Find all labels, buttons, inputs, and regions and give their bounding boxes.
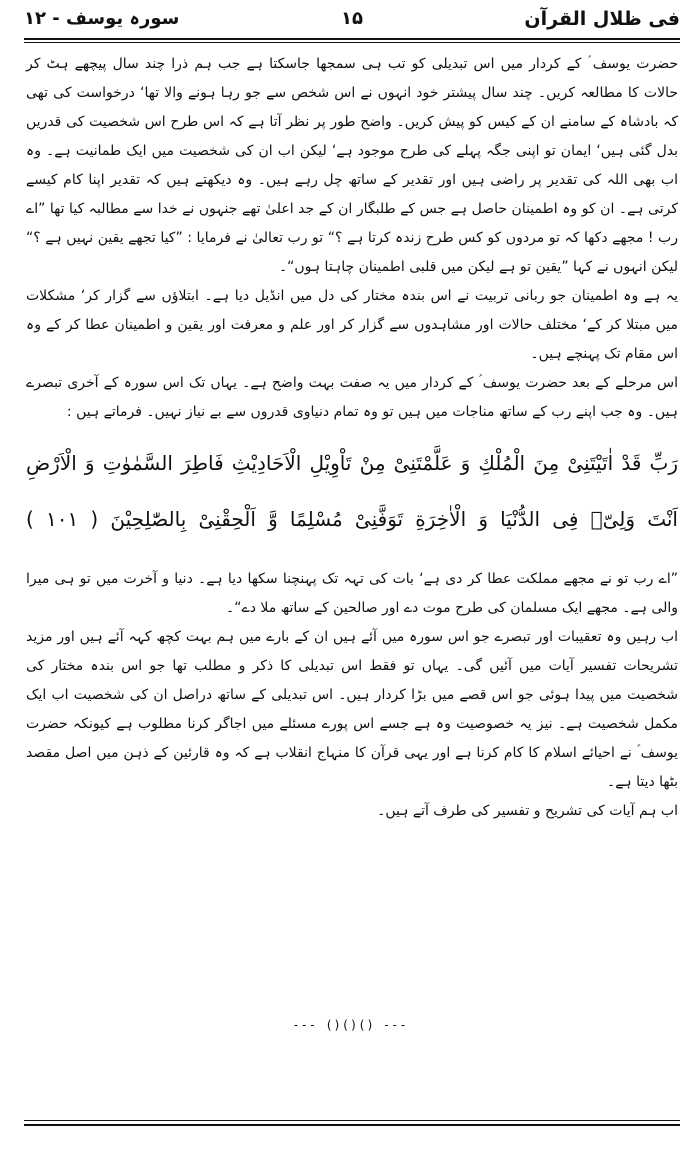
quran-verse: رَبِّ قَدْ اٰتَیْتَنِیْ مِنَ الْمُلْكِ وَ عَلَّمْتَنِیْ مِنْ تَاْوِیْلِ الْاَحَادِیْثِ فَاطِرَ السَّمٰوٰتِ وَ الْاَرْضِ اَنْتَ وَلِیّٖ فِی الدُّنْیَا وَ الْاٰخِرَةِ تَوَفَّنِیْ مُسْلِمًا وَّ اَلْحِقْنِیْ بِالصّٰلِحِیْنَ ( ۱۰۱ ) <box>26 451 678 531</box>
surah-label: سورہ یوسف - ۱۲ <box>24 8 180 29</box>
section-divider: --- ()()() --- <box>292 1018 408 1032</box>
footer-rule <box>24 1124 680 1126</box>
header-rule-thin <box>24 42 680 43</box>
paragraph-1: حضرت یوسف ؑ کے کردار میں اس تبدیلی کو تب ہی سمجھا جاسکتا ہے جب ہم ذرا چند سال پیچھے ہٹ کر حالات کا مطالعہ کریں۔ چند سال پیشتر خود انہوں نے اس شخص سے جو رہا ہونے والا تھا‘ درخواست کی تھی کہ بادشاہ کے سامنے ان کے کیس کو پیش کریں۔ واضح طور پر نظر آتا ہے کہ اس طرح اس شخصیت کی قدریں بدل گئی ہیں‘ ایمان تو اپنی جگہ پہلے کی طرح موجود ہے‘ لیکن اب ان کی شخصیت میں ایک طمانیت ہے۔ وہ اب بھی اللہ کی تقدیر پر راضی ہیں اور تقدیر کے ساتھ چل رہے ہیں۔ وہ دیکھتے ہیں کہ تقدیر اپنا کام کیسے کرتی ہے۔ ان کو وہ اطمینان حاصل ہے جس کے طلبگار ان کے جد اعلیٰ تھے جنہوں نے خدا سے مطالبہ کیا تھا ”اے رب ! مجھے دکھا کہ تو مردوں کو کس طرح زندہ کرتا ہے ؟“ تو رب تعالیٰ نے فرمایا : ”کیا تجھے یقین نہیں ہے ؟“ لیکن انہوں نے کہا ”یقین تو ہے لیکن میں قلبی اطمینان چاہتا ہوں“۔ <box>26 56 678 275</box>
main-text <box>26 50 678 826</box>
footer-rule-thin <box>24 1120 680 1121</box>
page-number: ۱۵ <box>341 8 363 29</box>
book-title: فی ظلال القرآن <box>524 8 680 30</box>
paragraph-2: یہ ہے وہ اطمینان جو ربانی تربیت نے اس بندہ مختار کی دل میں انڈیل دیا ہے۔ ابتلاؤں سے گزار کر‘ مشکلات میں مبتلا کر کے‘ مختلف حالات اور مشاہدوں سے گزار کر اور علم و معرفت اور یقین و اطمینان عطا کر کے وہ اس مقام تک پہنچے ہیں۔ <box>26 288 678 362</box>
header-rule <box>24 38 680 40</box>
verse-translation: ”اے رب تو نے مجھے مملکت عطا کر دی ہے‘ بات کی تہہ تک پہنچنا سکھا دیا ہے۔ دنیا و آخرت میں تو ہی میرا والی ہے۔ مجھے ایک مسلمان کی طرح موت دے اور صالحین کے ساتھ ملا دے“۔ <box>26 571 678 616</box>
paragraph-5: اب ہم آیات کی تشریح و تفسیر کی طرف آتے ہیں۔ <box>377 803 678 819</box>
page-header <box>24 6 680 40</box>
paragraph-4: اب رہیں وہ تعقیبات اور تبصرے جو اس سورہ میں آئے ہیں ان کے بارے میں ہم بہت کچھ کہہ آئے ہیں اور مزید تشریحات تفسیر آیات میں آئیں گی۔ یہاں تو فقط اس تبدیلی کا ذکر و مطلب تھا جو اس بندہ مختار کی شخصیت میں پیدا ہوئی جو اس قصے میں بڑا کردار ہیں۔ اس تبدیلی کے ساتھ دراصل ان کی شخصیت اب ایک مکمل شخصیت ہے۔ نیز یہ خصوصیت وہ ہے جسے اس پورے مسئلے میں اجاگر کرنا مطلوب ہے کیونکہ حضرت یوسف ؑ نے احیائے اسلام کا کام کرنا ہے اور یہی قرآن کا منہاج انقلاب ہے کہ وہ قارئین کے ذہن میں اصل مقصد بٹھا دیتا ہے۔ <box>26 629 678 790</box>
paragraph-3: اس مرحلے کے بعد حضرت یوسف ؑ کے کردار میں یہ صفت بہت واضح ہے۔ یہاں تک اس سورہ کے آخری تبصرے ہیں۔ وہ جب اپنے رب کے ساتھ مناجات میں ہیں تو وہ تمام دنیاوی قدروں سے بے نیاز نہیں۔ فرماتے ہیں : <box>26 375 678 420</box>
